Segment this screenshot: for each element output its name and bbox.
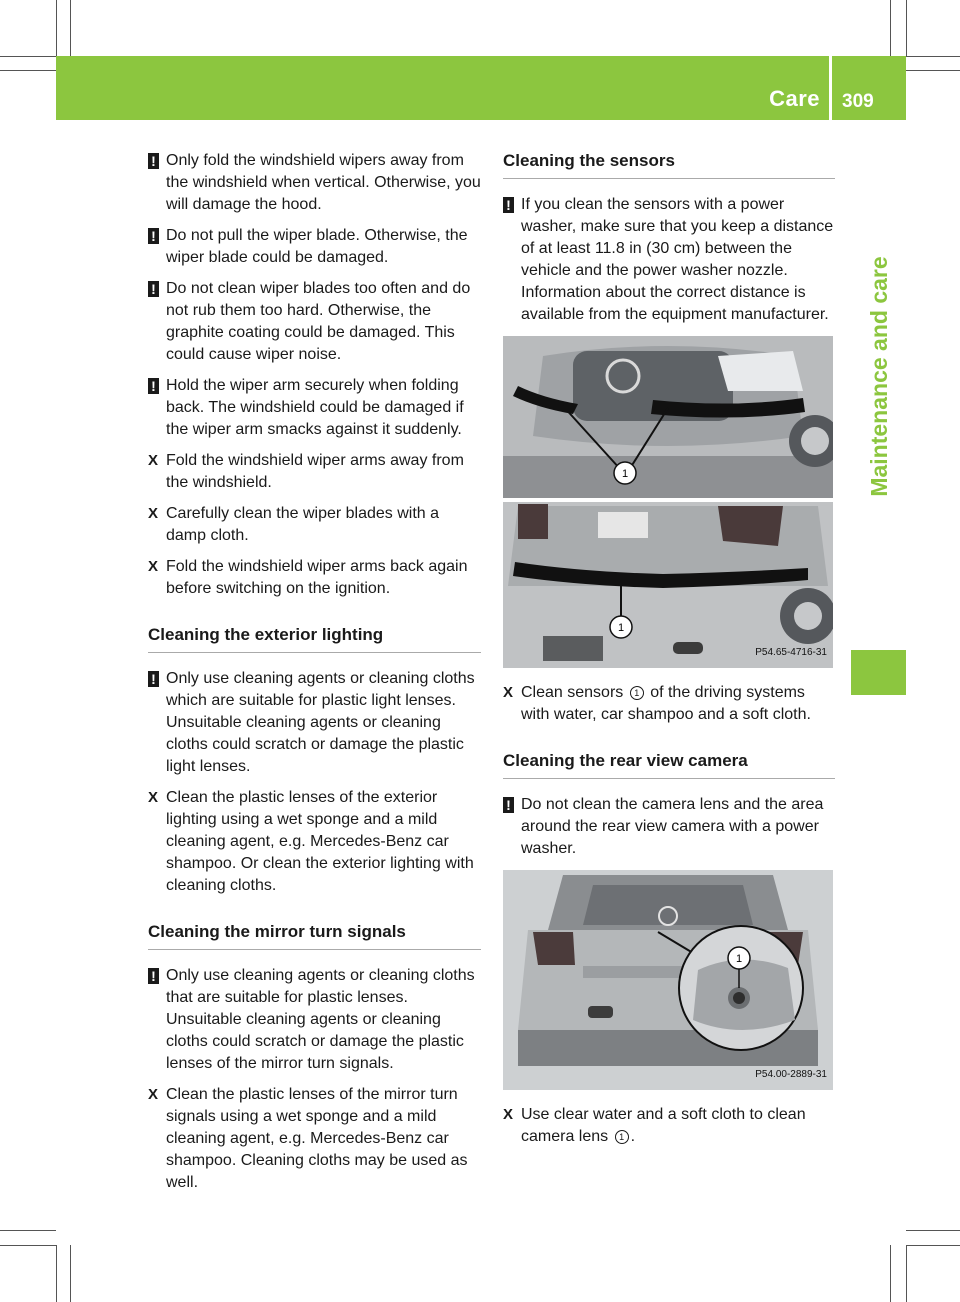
callout-1-icon: 1: [630, 686, 644, 700]
crop-mark: [70, 1245, 71, 1302]
instruction-step: [148, 450, 481, 494]
step-arrow-icon: X: [148, 452, 159, 469]
crop-mark: [70, 0, 71, 56]
warning-text: If you clean the sensors with a power washer, make sure that you keep a distance of at least 11.8 in (30 cm) between the vehicle and the power washer nozzle. Information about the correct distance is available from the equipment manufacturer.: [521, 196, 834, 323]
page-number: 309: [842, 91, 874, 112]
heading-sensors: Cleaning the sensors: [503, 150, 835, 179]
image-code: P54.65-4716-31: [755, 647, 827, 658]
step-text: Fold the windshield wiper arms back again before switching on the ignition.: [166, 558, 468, 597]
heading-rear-view-camera: Cleaning the rear view camera: [503, 750, 835, 779]
right-column: [503, 150, 835, 1157]
instruction-step: [148, 787, 481, 897]
step-arrow-icon: X: [148, 789, 159, 806]
warning-text: Only use cleaning agents or cleaning cloths that are suitable for plastic lenses. Unsuitable cleaning agents or cleaning cloths could scratch or damage the plastic lenses of the mirror turn signals.: [166, 967, 475, 1072]
step-text-post: .: [630, 1128, 636, 1145]
step-arrow-icon: X: [503, 684, 514, 701]
crop-mark: [906, 0, 907, 56]
crop-mark: [0, 1245, 56, 1246]
crop-mark: [0, 70, 56, 71]
warning-note: [503, 794, 835, 860]
left-column: [148, 150, 481, 1203]
callout-1-icon: 1: [615, 1130, 629, 1144]
crop-mark: [906, 1245, 907, 1302]
warning-icon: !: [148, 671, 159, 687]
camera-location-photo: [503, 870, 833, 1090]
warning-text: Do not pull the wiper blade. Otherwise, the wiper blade could be damaged.: [166, 227, 468, 266]
step-text: Clean the plastic lenses of the mirror turn signals using a wet sponge and a mild cleaning agent, e.g. Mercedes-Benz car shampoo. Cleaning cloths may be used as well.: [166, 1086, 468, 1191]
warning-icon: !: [148, 968, 159, 984]
instruction-step: [148, 503, 481, 547]
warning-text: Do not clean the camera lens and the area around the rear view camera with a power washer.: [521, 796, 824, 857]
crop-mark: [56, 1245, 57, 1302]
heading-exterior-lighting: Cleaning the exterior lighting: [148, 624, 481, 653]
image-code: P54.00-2889-31: [755, 1069, 827, 1080]
warning-note: [148, 668, 481, 778]
svg-text:1: 1: [735, 953, 743, 965]
instruction-step: [148, 556, 481, 600]
warning-icon: !: [148, 228, 159, 244]
warning-icon: !: [503, 797, 514, 813]
warning-note: [148, 375, 481, 441]
step-text-pre: Clean sensors: [521, 684, 624, 701]
warning-icon: !: [148, 153, 159, 169]
car-rear-illustration: [503, 870, 833, 1090]
crop-mark: [906, 56, 960, 57]
step-arrow-icon: X: [503, 1106, 514, 1123]
header-separator: [829, 56, 832, 120]
step-arrow-icon: X: [148, 1086, 159, 1103]
svg-text:1: 1: [621, 468, 629, 480]
step-arrow-icon: X: [148, 505, 159, 522]
step-text: Carefully clean the wiper blades with a damp cloth.: [166, 505, 440, 544]
crop-mark: [890, 0, 891, 56]
warning-icon: !: [148, 281, 159, 297]
instruction-step: [148, 1084, 481, 1194]
side-tab-label: Maintenance and care: [866, 256, 892, 497]
warning-note: [503, 194, 835, 326]
warning-text: Do not clean wiper blades too often and do not rub them too hard. Otherwise, the graphite coating could be damaged. This could cause wiper noise.: [166, 280, 471, 363]
crop-mark: [0, 56, 56, 57]
crop-mark: [0, 1230, 56, 1231]
warning-icon: !: [503, 197, 514, 213]
side-tab-block: [851, 650, 906, 695]
warning-text: Only use cleaning agents or cleaning cloths which are suitable for plastic light lenses. Unsuitable cleaning agents or cleaning cloths could scratch or damage the plastic light lenses.: [166, 670, 475, 775]
step-text-pre: Use clear water and a soft cloth to clean camera lens: [521, 1106, 806, 1145]
crop-mark: [890, 1245, 891, 1302]
crop-mark: [906, 70, 960, 71]
car-bumper-illustration: [503, 336, 833, 668]
section-title: Care: [769, 86, 820, 111]
instruction-step: [503, 682, 835, 726]
step-text: Clean the plastic lenses of the exterior lighting using a wet sponge and a mild cleaning agent, e.g. Mercedes-Benz car shampoo. Or clean the exterior lighting with cleaning cloths.: [166, 789, 474, 894]
heading-mirror-turn-signals: Cleaning the mirror turn signals: [148, 921, 481, 950]
warning-note: [148, 278, 481, 366]
warning-note: [148, 225, 481, 269]
svg-text:1: 1: [617, 622, 625, 634]
crop-mark: [56, 0, 57, 56]
sensor-location-photo: [503, 336, 833, 668]
warning-note: [148, 965, 481, 1075]
warning-icon: !: [148, 378, 159, 394]
warning-note: [148, 150, 481, 216]
crop-mark: [906, 1245, 960, 1246]
instruction-step: [503, 1104, 835, 1148]
step-arrow-icon: X: [148, 558, 159, 575]
warning-text: Only fold the windshield wipers away from the windshield when vertical. Otherwise, you will damage the hood.: [166, 152, 481, 213]
crop-mark: [906, 1230, 960, 1231]
step-text: Fold the windshield wiper arms away from the windshield.: [166, 452, 464, 491]
step-text-post: of the driving systems with water, car shampoo and a soft cloth.: [521, 684, 811, 723]
warning-text: Hold the wiper arm securely when folding back. The windshield could be damaged if the wiper arm smacks against it suddenly.: [166, 377, 464, 438]
